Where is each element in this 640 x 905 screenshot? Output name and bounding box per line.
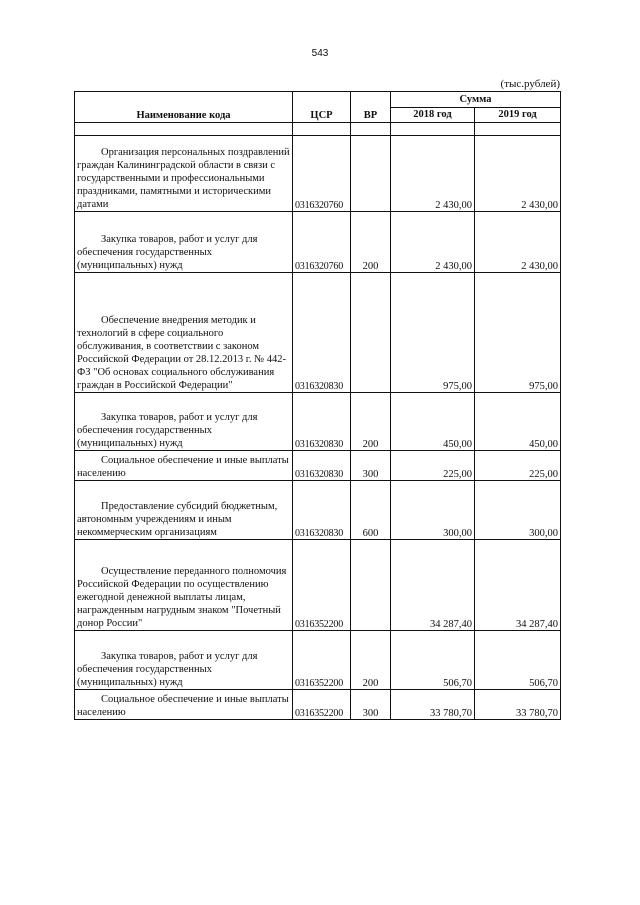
row-name: Закупка товаров, работ и услуг для обеспечения государственных (муниципальных) нужд [75, 212, 293, 273]
row-csr: 0316320830 [293, 451, 351, 481]
row-name: Социальное обеспечение и иные выплаты населению [75, 451, 293, 481]
row-name: Социальное обеспечение и иные выплаты населению [75, 690, 293, 720]
units-label: (тыс.рублей) [500, 78, 560, 90]
row-csr: 0316352200 [293, 540, 351, 631]
row-2019: 450,00 [475, 393, 561, 451]
row-csr: 0316320830 [293, 393, 351, 451]
row-2018: 33 780,70 [391, 690, 475, 720]
row-name: Закупка товаров, работ и услуг для обеспечения государственных (муниципальных) нужд [75, 631, 293, 690]
row-vr [351, 540, 391, 631]
row-name: Организация персональных поздравлений граждан Калининградской области в связи с государственными и профессиональными праздниками, памятными и историческими датами [75, 136, 293, 212]
row-csr: 0316320830 [293, 273, 351, 393]
row-csr: 0316352200 [293, 690, 351, 720]
budget-table [74, 91, 561, 720]
row-name: Закупка товаров, работ и услуг для обеспечения государственных (муниципальных) нужд [75, 393, 293, 451]
table-row [75, 540, 561, 631]
header-year-2019: 2019 год [475, 107, 561, 123]
row-2018: 975,00 [391, 273, 475, 393]
row-name: Предоставление субсидий бюджетным, автономным учреждениям и иным некоммерческим организациям [75, 481, 293, 540]
row-2018: 2 430,00 [391, 212, 475, 273]
header-name: Наименование кода [75, 92, 293, 123]
header-year-2018: 2018 год [391, 107, 475, 123]
row-vr: 300 [351, 690, 391, 720]
header-vr: ВР [351, 92, 391, 123]
row-csr: 0316320760 [293, 136, 351, 212]
row-2019: 225,00 [475, 451, 561, 481]
row-vr [351, 136, 391, 212]
row-2019: 506,70 [475, 631, 561, 690]
row-2018: 300,00 [391, 481, 475, 540]
table-row [75, 690, 561, 720]
row-2018: 225,00 [391, 451, 475, 481]
row-2019: 34 287,40 [475, 540, 561, 631]
row-2018: 506,70 [391, 631, 475, 690]
row-2019: 300,00 [475, 481, 561, 540]
table-row [75, 212, 561, 273]
row-2019: 975,00 [475, 273, 561, 393]
row-csr: 0316320760 [293, 212, 351, 273]
row-name: Осуществление переданного полномочия Российской Федерации по осуществлению ежегодной денежной выплаты лицам, награжденным нагрудным знаком "Почетный донор России" [75, 540, 293, 631]
row-vr: 300 [351, 451, 391, 481]
header-csr: ЦСР [293, 92, 351, 123]
page-number: 543 [311, 48, 329, 59]
table-row [75, 451, 561, 481]
row-vr: 600 [351, 481, 391, 540]
header-sum: Сумма [391, 92, 561, 108]
table-row [75, 136, 561, 212]
row-vr [351, 273, 391, 393]
table-row [75, 273, 561, 393]
row-vr: 200 [351, 212, 391, 273]
table-row [75, 481, 561, 540]
row-2019: 33 780,70 [475, 690, 561, 720]
row-vr: 200 [351, 631, 391, 690]
row-2018: 450,00 [391, 393, 475, 451]
table-row [75, 631, 561, 690]
row-name: Обеспечение внедрения методик и технологий в сфере социального обслуживания, в соответствии с законом Российской Федерации от 28.12.2013 г. № 442-ФЗ "Об основах социального обслуживания граждан в Российской Федерации" [75, 273, 293, 393]
row-2018: 2 430,00 [391, 136, 475, 212]
row-csr: 0316320830 [293, 481, 351, 540]
table-row [75, 393, 561, 451]
row-csr: 0316352200 [293, 631, 351, 690]
row-2019: 2 430,00 [475, 136, 561, 212]
row-vr: 200 [351, 393, 391, 451]
spacer-row [75, 123, 561, 136]
row-2019: 2 430,00 [475, 212, 561, 273]
row-2018: 34 287,40 [391, 540, 475, 631]
